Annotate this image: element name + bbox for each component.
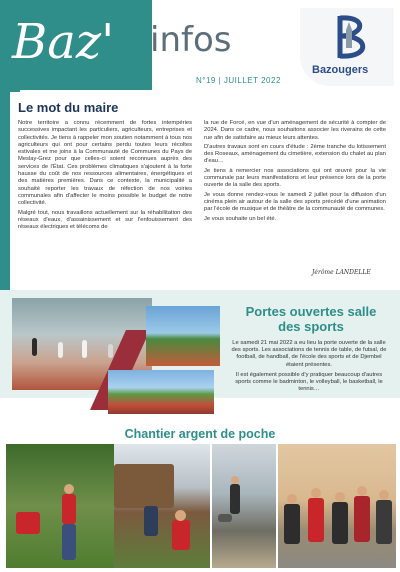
masthead-infos: infos [150, 20, 232, 60]
sports-section-text [228, 340, 390, 396]
sports-section-title: Portes ouvertes salle des sports [245, 304, 377, 334]
issue-label: N°19 | JUILLET 2022 [196, 76, 281, 85]
chantier-section-title: Chantier argent de poche [124, 427, 276, 441]
sports-hall-exterior-photo [146, 306, 220, 366]
editorial-paragraph: Notre territoire a connu récemment de fortes intempéries successives impactant les particuliers, agriculteurs, entreprises et collectivités. Je tiens à rappeler mon soutien notamment à tous nos agriculteurs qui ont pour certains perdu toutes leurs récoltes estivales et me joins à la Communauté de Communes du Pays de Meslay-Grez pour que celles-ci soient reconnues auprès des services de l'État. Ces problèmes climatiques s'ajoutent à la forte hausse du coût de nos ressources alimentaires, énergétiques et des matières premières. Dans ce contexte, la municipalité a souhaité reporter les travaux de réfection de nos voiries communales afin d'affecter le moins possible le budget de notre collectivité. [18, 120, 192, 207]
outdoor-court-photo [108, 370, 214, 414]
newsletter-header [0, 0, 400, 92]
editorial-paragraph: D'autres travaux sont en cours d'étude : 2ème tranche du lotissement des Roseaux, aménagement du cimetière, extension du chalet au plan d'eau… [204, 143, 386, 165]
sports-paragraph: Il est également possible d'y pratiquer beaucoup d'autres sports comme le badminton, le volleyball, le basketball, le tennis… [235, 371, 383, 393]
group-photo [278, 444, 396, 568]
sports-paragraph: Le samedi 21 mai 2022 a eu lieu la porte ouverte de la salle des sports. Les associations de tennis de table, de futsal, de football, de handball, de l'école des sports et de Djembel étaient présentes. [231, 340, 387, 368]
editorial-left-column [18, 120, 192, 233]
fence-work-photo [212, 444, 276, 568]
masthead-baz: Baz' [12, 14, 115, 70]
editorial-paragraph: Je vous souhaite un bel été. [204, 215, 277, 222]
editorial-paragraph: Je vous donne rendez-vous le samedi 2 juillet pour la diffusion d'un cinéma plein air autour de la salle des sports précédé d'une animation par l'école de musique et de théâtre de la communauté de communes. [204, 191, 386, 213]
editorial-paragraph: la rue de Forcé, en vue d'un aménagement de sécurité à compter de 2024. Dans ce cadre, nous souhaitons associer les riverains de cette rue afin de satisfaire au mieux leurs attentes. [204, 120, 386, 141]
editorial-right-column [204, 120, 386, 225]
bazougers-logo-icon [332, 12, 372, 62]
editorial-title: Le mot du maire [18, 100, 119, 115]
masthead [12, 14, 114, 70]
editorial-paragraph: Je tiens à remercier nos associations qui ont œuvré pour la vie communale par leurs manifestations et leur présence lors de la porte ouverte de la salle des sports. [204, 167, 386, 189]
editorial-paragraph: Malgré tout, nous travaillons actuellement sur la réhabilitation des réseaux d'eaux, d'assainissement et sur l'enfouissement des réseaux électriques et télécoms de [18, 209, 192, 231]
garden-work-photo [6, 444, 114, 568]
shed-work-photo [114, 444, 210, 568]
mayor-signature: Jérôme LANDELLE [312, 269, 371, 276]
logo-name: Bazougers [312, 64, 369, 76]
